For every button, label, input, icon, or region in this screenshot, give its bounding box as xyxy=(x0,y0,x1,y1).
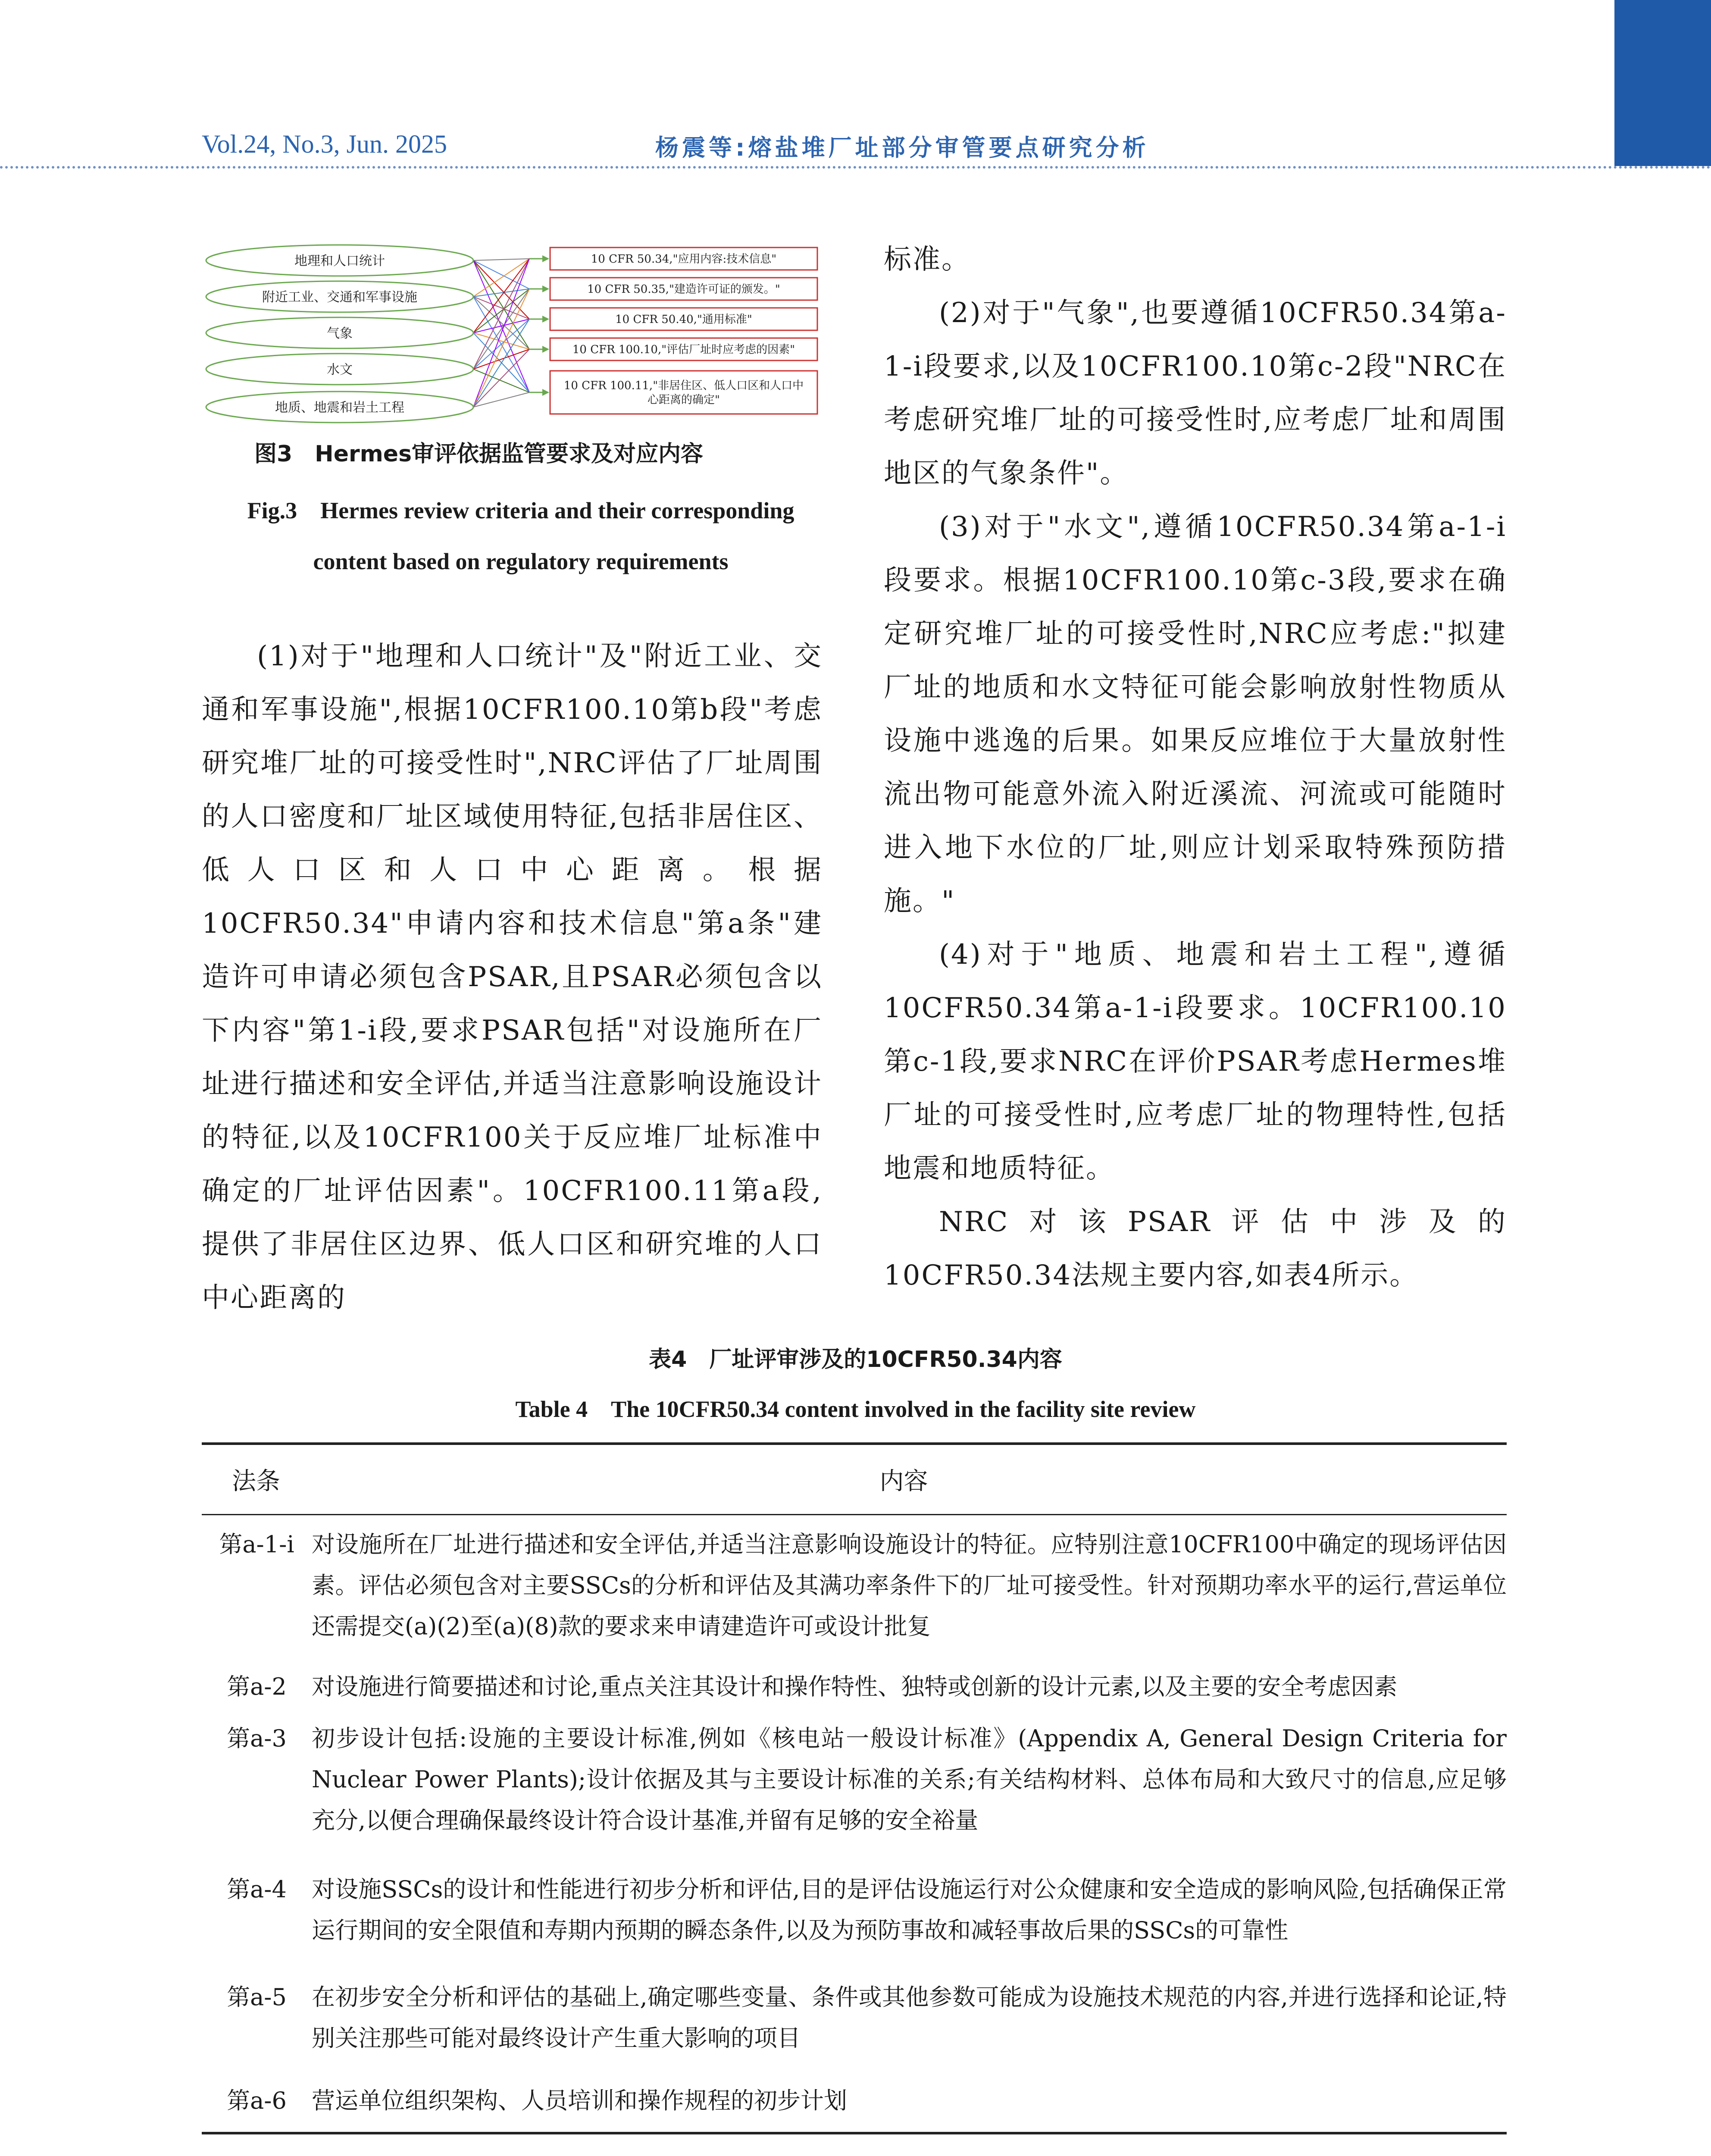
category-label: 水文 xyxy=(327,362,353,377)
table-row xyxy=(202,1515,1507,1658)
category-label: 地理和人口统计 xyxy=(294,254,385,269)
header-divider xyxy=(0,166,1711,169)
regulation-label: 10 CFR 50.35,"建造许可证的颁发。" xyxy=(587,283,780,296)
table-header-row xyxy=(202,1445,1507,1514)
arrow-head xyxy=(542,346,549,353)
paragraph: (1)对于"地理和人口统计"及"附近工业、交通和军事设施",根据10CFR100.10第b段"考虑研究堆厂址的可接受性时",NRC评估了厂址周围的人口密度和厂址区域使用特征,包括非居住区、低人口区和人口中心距离。根据10CFR50.34"申请内容和技术信息"第a条"建造许可申请必须包含PSAR,且PSAR必须包含以下内容"第1-i段,要求PSAR包括"对设施所在厂址进行描述和安全评估,并适当注意影响设施设计的特征,以及10CFR100关于反应堆厂址标准中确定的厂址评估因素"。10CFR100.11第a段,提供了非居住区边界、低人口区和研究堆的人口中心距离的 xyxy=(202,640,823,1314)
table-cell-clause: 第a-3 xyxy=(227,1725,287,1752)
arrow-head xyxy=(542,285,549,292)
table-cell-content: 对设施所在厂址进行描述和安全评估,并适当注意影响设施设计的特征。应特别注意10CFR100中确定的现场评估因素。评估必须包含对主要SSCs的分析和评估及其满功率条件下的厂址可接受性。针对预期功率水平的运行,营运单位还需提交(a)(2)至(a)(8)款的要求来申请建造许可或设计批复 xyxy=(312,1531,1507,1640)
table-cell-content: 初步设计包括:设施的主要设计标准,例如《核电站一般设计标准》(Appendix A, General Design Criteria for Nuclear Power Plants);设计依据及其与主要设计标准的关系;有关结构材料、总体布局和大致尺寸的信息,应足够充分,以便合理确保最终设计符合设计基准,并留有足够的安全裕量 xyxy=(312,1725,1507,1834)
figure-3 xyxy=(202,241,827,431)
table-row xyxy=(202,1709,1507,1860)
table-header-content: 内容 xyxy=(879,1467,928,1495)
figure-caption-en-line2: content based on regulatory requirements xyxy=(313,548,729,574)
table-cell-content: 对设施进行简要描述和讨论,重点关注其设计和操作特性、独特或创新的设计元素,以及主要的安全考虑因素 xyxy=(312,1673,1398,1700)
table-cell-content: 对设施SSCs的设计和性能进行初步分析和评估,目的是评估设施运行对公众健康和安全造成的影响风险,包括确保正常运行期间的安全限值和寿期内预期的瞬态条件,以及为预防事故和减轻事故后果的SSCs的可靠性 xyxy=(312,1876,1507,1944)
regulation-label: 心距离的确定" xyxy=(647,393,720,407)
table-bottom-rule xyxy=(202,2132,1507,2134)
connector-line xyxy=(473,289,529,369)
figure-caption-cn: 图3 Hermes审评依据监管要求及对应内容 xyxy=(254,441,704,467)
arrow-head xyxy=(542,316,549,323)
table-caption-cn: 表4 厂址评审涉及的10CFR50.34内容 xyxy=(649,1347,1062,1373)
connector-line xyxy=(473,259,529,260)
paragraph: (2)对于"气象",也要遵循10CFR50.34第a-1-i段要求,以及10CFR100.10第c-2段"NRC在考虑研究堆厂址的可接受性时,应考虑厂址和周围地区的气象条件"。 xyxy=(884,297,1507,489)
figure-3-diagram xyxy=(202,241,827,431)
category-label: 气象 xyxy=(327,326,353,341)
figure-caption-en-line1: Fig.3 Hermes review criteria and their corresponding xyxy=(247,498,795,523)
table-cell-clause: 第a-6 xyxy=(227,2087,287,2114)
category-label: 地质、地震和岩土工程 xyxy=(275,400,404,415)
right-column xyxy=(884,233,1507,1302)
table-4 xyxy=(202,1442,1507,2134)
journal-volume: Vol.24, No.3, Jun. 2025 xyxy=(202,130,447,158)
regulation-label: 10 CFR 100.10,"评估厂址时应考虑的因素" xyxy=(572,343,795,356)
table-cell-content: 营运单位组织架构、人员培训和操作规程的初步计划 xyxy=(312,2087,847,2114)
table-cell-clause: 第a-1-i xyxy=(219,1531,294,1558)
running-title: 杨震等:熔盐堆厂址部分审管要点研究分析 xyxy=(655,134,1149,161)
table-row xyxy=(202,1968,1507,2071)
category-label: 附近工业、交通和军事设施 xyxy=(262,290,417,305)
left-column xyxy=(202,630,823,1325)
regulation-box xyxy=(550,371,817,414)
paragraph: (4)对于"地质、地震和岩土工程",遵循10CFR50.34第a-1-i段要求。10CFR100.10第c-1段,要求NRC在评价PSAR考虑Hermes堆厂址的可接受性时,应考虑厂址的物理特性,包括地震和地质特征。 xyxy=(884,939,1507,1185)
table-header-clause: 法条 xyxy=(232,1467,280,1495)
table-caption-en: Table 4 The 10CFR50.34 content involved in the facility site review xyxy=(515,1396,1196,1422)
regulation-label: 10 CFR 50.34,"应用内容:技术信息" xyxy=(591,253,777,266)
paragraph: NRC对该PSAR评估中涉及的10CFR50.34法规主要内容,如表4所示。 xyxy=(884,1206,1507,1291)
connector-line xyxy=(473,297,529,319)
table-row xyxy=(202,1658,1507,1709)
arrow-head xyxy=(542,255,549,262)
table-cell-clause: 第a-4 xyxy=(227,1876,287,1903)
regulation-label: 10 CFR 100.11,"非居住区、低人口区和人口中 xyxy=(563,379,804,392)
table-cell-content: 在初步安全分析和评估的基础上,确定哪些变量、条件或其他参数可能成为设施技术规范的内容,并进行选择和论证,特别关注那些可能对最终设计产生重大影响的项目 xyxy=(312,1984,1507,2052)
table-cell-clause: 第a-5 xyxy=(227,1984,287,2011)
table-cell-clause: 第a-2 xyxy=(227,1673,287,1700)
paragraph: (3)对于"水文",遵循10CFR50.34第a-1-i段要求。根据10CFR100.10第c-3段,要求在确定研究堆厂址的可接受性时,NRC应考虑:"拟建厂址的地质和水文特征可能会影响放射性物质从设施中逃逸的后果。如果反应堆位于大量放射性流出物可能意外流入附近溪流、河流或可能随时进入地下水位的厂址,则应计划采取特殊预防措施。" xyxy=(884,511,1507,917)
corner-tab xyxy=(1614,0,1711,166)
paragraph-continuation: 标准。 xyxy=(884,244,970,276)
arrow-head xyxy=(542,389,549,396)
regulation-label: 10 CFR 50.40,"通用标准" xyxy=(615,313,752,326)
figure-caption-en xyxy=(206,485,835,587)
table-row xyxy=(202,1860,1507,1968)
table-row xyxy=(202,2071,1507,2132)
